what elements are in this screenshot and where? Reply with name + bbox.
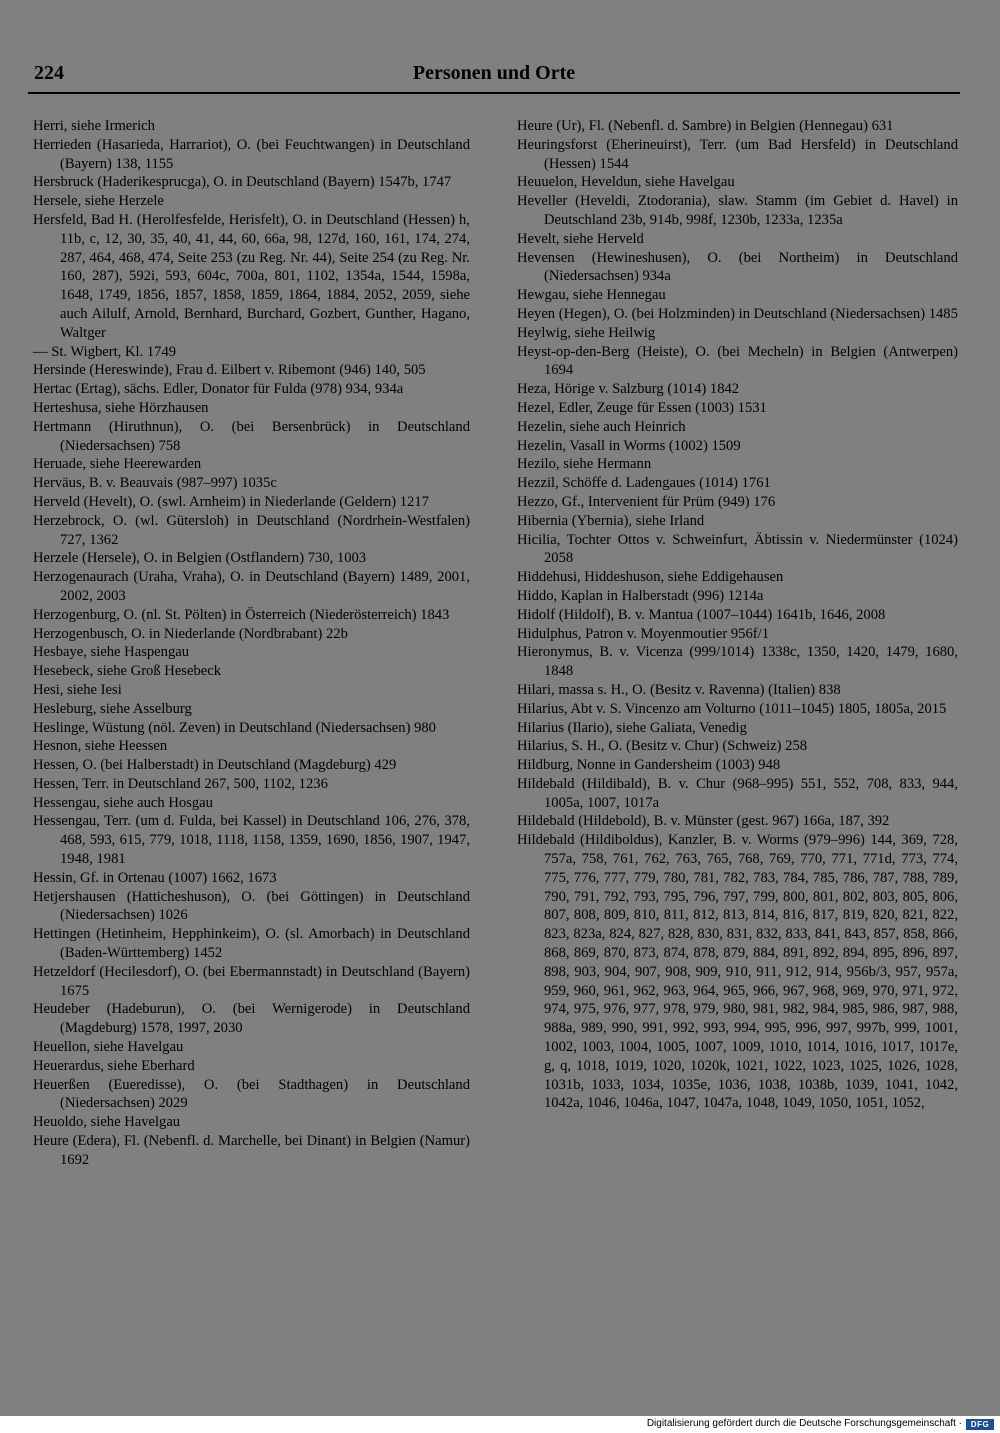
index-entry: Hessen, Terr. in Deutschland 267, 500, 1102, 1236 <box>33 775 328 792</box>
index-entry: Heveller (Heveldi, Ztodorania), slaw. Stamm (im Gebiet d. Havel) in Deutschland 23b, 914b, 998f, 1230b, 1233a, 1235a <box>517 193 958 228</box>
index-entry: Heudeber (Hadeburun), O. (bei Wernigerode) in Deutschland (Magdeburg) 1578, 1997, 2030 <box>33 1001 470 1037</box>
index-entry: Hesnon, siehe Heessen <box>33 738 168 755</box>
index-entry: Hiddo, Kaplan in Halberstadt (996) 1214a <box>517 587 764 604</box>
index-entry: Hidulphus, Patron v. Moyenmoutier 956f/1 <box>517 625 769 642</box>
index-entry: Heure (Ur), Fl. (Nebenfl. d. Sambre) in Belgien (Hennegau) 631 <box>517 118 894 134</box>
index-entry: Hicilia, Tochter Ottos v. Schweinfurt, Äbtissin v. Niedermünster (1024) 2058 <box>517 531 958 567</box>
index-entry: Hezelin, Vasall in Worms (1002) 1509 <box>517 437 741 454</box>
index-entry: Hessin, Gf. in Ortenau (1007) 1662, 1673 <box>33 869 277 886</box>
index-entry: Hersbruck (Haderikesprucga), O. in Deutschland (Bayern) 1547b, 1747 <box>33 174 452 191</box>
index-entry: Herzele (Hersele), O. in Belgien (Ostflandern) 730, 1003 <box>33 550 367 567</box>
index-entry: Herzogenaurach (Uraha, Vraha), O. in Deutschland (Bayern) 1489, 2001, 2002, 2003 <box>33 569 470 604</box>
index-entry: Hertac (Ertag), sächs. Edler, Donator für Fulda (978) 934, 934a <box>33 381 404 398</box>
header-rule <box>28 92 960 94</box>
index-entry: Hetzeldorf (Hecilesdorf), O. (bei Ebermannstadt) in Deutschland (Bayern) 1675 <box>33 963 470 999</box>
footer-text: Digitalisierung gefördert durch die Deutsche Forschungsgemeinschaft · <box>646 1418 962 1429</box>
page-header <box>28 58 960 88</box>
index-entry: Hetjershausen (Hatticheshuson), O. (bei Göttingen) in Deutschland (Niedersachsen) 1026 <box>33 888 470 924</box>
index-entry: Hildebald (Hildibald), B. v. Chur (968–995) 551, 552, 708, 833, 944, 1005a, 1007, 1017a <box>517 775 958 811</box>
index-entry: Heuerardus, siehe Eberhard <box>33 1057 195 1074</box>
index-entry: Hersfeld, Bad H. (Herolfesfelde, Herisfelt), O. in Deutschland (Hessen) h, 11b, c, 12, 30, 35, 40, 41, 44, 60, 66a, 98, 127d, 160, 161, 174, 274, 287, 464, 468, 474, Seite 253 (zu Reg. Nr. 44), Seite 254 (zu Reg. Nr. 160, 287), 592i, 593, 604c, 700a, 801, 1102, 1354a, 1544, 1598a, 1648, 1749, 1856, 1857, 1858, 1859, 1864, 1884, 2052, 2059, siehe auch Ailulf, Arnold, Bernhard, Burchard, Gozbert, Gunther, Hagano, Waltger <box>33 211 470 341</box>
dfg-logo: DFG <box>966 1419 994 1430</box>
index-entry: Heslinge, Wüstung (nöl. Zeven) in Deutschland (Niedersachsen) 980 <box>33 719 436 736</box>
index-entry: Herzebrock, O. (wl. Gütersloh) in Deutschland (Nordrhein-Westfalen) 727, 1362 <box>33 512 470 548</box>
index-entry: Hesebeck, siehe Groß Hesebeck <box>33 663 222 680</box>
index-entry: Hibernia (Ybernia), siehe Irland <box>517 512 705 529</box>
index-entry: Heuerßen (Eueredisse), O. (bei Stadthagen) in Deutschland (Niedersachsen) 2029 <box>33 1076 470 1112</box>
index-entry: Hilarius, Abt v. S. Vincenzo am Volturno (1011–1045) 1805, 1805a, 2015 <box>517 700 947 717</box>
index-entry: Hezelin, siehe auch Heinrich <box>517 418 686 435</box>
index-entry: Hilarius, S. H., O. (Besitz v. Chur) (Schweiz) 258 <box>517 738 808 755</box>
index-entry: Heuuelon, Heveldun, siehe Havelgau <box>517 174 735 191</box>
index-entry: Herveld (Hevelt), O. (swl. Arnheim) in Niederlande (Geldern) 1217 <box>33 493 429 510</box>
index-entry: Hessengau, Terr. (um d. Fulda, bei Kassel) in Deutschland 106, 276, 378, 468, 593, 615, 779, 1018, 1118, 1158, 1359, 1690, 1856, 1907, 1947, 1948, 1981 <box>33 813 470 868</box>
index-entry: Hezilo, siehe Hermann <box>517 456 652 473</box>
index-entry: Hieronymus, B. v. Vicenza (999/1014) 1338c, 1350, 1420, 1479, 1680, 1848 <box>517 644 958 680</box>
index-entry: Hersele, siehe Herzele <box>33 193 164 210</box>
index-entry: Hesbaye, siehe Haspengau <box>33 644 190 661</box>
index-entry: Heuellon, siehe Havelgau <box>33 1039 184 1056</box>
index-entry: Hildebald (Hildebold), B. v. Münster (gest. 967) 166a, 187, 392 <box>517 813 890 830</box>
index-entry: Hettingen (Hetinheim, Hepphinkeim), O. (sl. Amorbach) in Deutschland (Baden-Württemberg) 1452 <box>33 926 470 962</box>
index-entry: Heylwig, siehe Heilwig <box>517 324 656 341</box>
index-entry: Heza, Hörige v. Salzburg (1014) 1842 <box>517 381 740 398</box>
index-entry: Hesi, siehe Iesi <box>33 681 122 698</box>
index-entry: Hezzil, Schöffe d. Ladengaues (1014) 1761 <box>517 475 771 492</box>
index-entry: Hessengau, siehe auch Hosgau <box>33 794 213 811</box>
index-entry: — St. Wigbert, Kl. 1749 <box>33 343 177 360</box>
index-entry: Hesleburg, siehe Asselburg <box>33 700 192 717</box>
index-entry: Herzogenburg, O. (nl. St. Pölten) in Österreich (Niederösterreich) 1843 <box>33 606 450 623</box>
page-number: 224 <box>34 62 64 84</box>
index-entry: Hevensen (Hewineshusen), O. (bei Northeim) in Deutschland (Niedersachsen) 934a <box>517 249 958 285</box>
index-entry: Hezel, Edler, Zeuge für Essen (1003) 1531 <box>517 399 767 416</box>
index-entry: Herteshusa, siehe Hörzhausen <box>33 399 209 416</box>
index-entry: Hidolf (Hildolf), B. v. Mantua (1007–1044) 1641b, 1646, 2008 <box>517 606 886 623</box>
page-title: Personen und Orte <box>412 62 576 84</box>
index-entry: Hezzo, Gf., Intervenient für Prüm (949) 176 <box>517 493 776 510</box>
index-entry: Heyen (Hegen), O. (bei Holzminden) in Deutschland (Niedersachsen) 1485 <box>517 305 958 322</box>
left-column <box>33 117 470 1170</box>
index-entry: Hilari, massa s. H., O. (Besitz v. Ravenna) (Italien) 838 <box>517 681 841 698</box>
index-entry: Herzogenbusch, O. in Niederlande (Nordbrabant) 22b <box>33 625 348 642</box>
index-entry: Heure (Edera), Fl. (Nebenfl. d. Marchelle, bei Dinant) in Belgien (Namur) 1692 <box>33 1133 470 1168</box>
index-entry: Hessen, O. (bei Halberstadt) in Deutschland (Magdeburg) 429 <box>33 757 397 774</box>
index-entry: Heruade, siehe Heerewarden <box>33 456 202 473</box>
index-entry: Heuoldo, siehe Havelgau <box>33 1114 181 1131</box>
index-entry: Hertmann (Hiruthnun), O. (bei Bersenbrück) in Deutschland (Niedersachsen) 758 <box>33 418 470 454</box>
index-entry: Hildebald (Hildiboldus), Kanzler, B. v. Worms (979–996) 144, 369, 728, 757a, 758, 761, 762, 763, 765, 768, 769, 770, 771, 771d, 773, 774, 775, 776, 777, 779, 780, 781, 782, 783, 784, 785, 786, 787, 788, 789, 790, 791, 792, 793, 795, 796, 797, 799, 800, 801, 802, 803, 805, 806, 807, 808, 809, 810, 811, 812, 813, 814, 816, 817, 819, 820, 821, 822, 823, 823a, 824, 827, 828, 830, 831, 832, 833, 841, 843, 857, 858, 866, 868, 869, 870, 873, 874, 878, 879, 884, 891, 892, 894, 895, 896, 897, 898, 903, 904, 907, 908, 909, 910, 911, 912, 914, 956b/3, 957, 957a, 959, 960, 961, 962, 963, 964, 965, 966, 967, 968, 969, 970, 971, 972, 974, 975, 976, 977, 978, 979, 980, 981, 982, 984, 985, 986, 987, 988, 988a, 989, 990, 991, 992, 993, 994, 995, 996, 997, 997b, 999, 1001, 1002, 1003, 1004, 1005, 1007, 1009, 1010, 1014, 1016, 1017, 1017e, g, q, 1018, 1019, 1020, 1020k, 1021, 1022, 1023, 1025, 1026, 1028, 1031b, 1033, 1034, 1035e, 1036, 1038, 1038b, 1039, 1041, 1042, 1042a, 1046, 1046a, 1047, 1047a, 1048, 1049, 1050, 1051, 1052, <box>517 832 958 1112</box>
index-entry: Heyst-op-den-Berg (Heiste), O. (bei Mecheln) in Belgien (Antwerpen) 1694 <box>517 343 958 379</box>
index-entry: Hewgau, siehe Hennegau <box>517 287 666 304</box>
index-entry: Hersinde (Hereswinde), Frau d. Eilbert v. Ribemont (946) 140, 505 <box>33 362 426 379</box>
index-entry: Hildburg, Nonne in Gandersheim (1003) 948 <box>517 757 781 774</box>
index-entry: Heuringsforst (Eherineuirst), Terr. (um Bad Hersfeld) in Deutschland (Hessen) 1544 <box>517 136 958 172</box>
right-column <box>517 117 958 1113</box>
index-entry: Hiddehusi, Hiddeshuson, siehe Eddigehausen <box>517 569 784 586</box>
index-entry: Hevelt, siehe Herveld <box>517 230 644 247</box>
index-entry: Herrieden (Hasarieda, Harrariot), O. (bei Feuchtwangen) in Deutschland (Bayern) 138, 1155 <box>33 136 470 172</box>
index-entry: Herri, siehe Irmerich <box>33 118 155 134</box>
footer <box>0 1416 1000 1433</box>
index-entry: Herväus, B. v. Beauvais (987–997) 1035c <box>33 475 277 492</box>
index-entry: Hilarius (Ilario), siehe Galiata, Venedig <box>517 719 747 736</box>
